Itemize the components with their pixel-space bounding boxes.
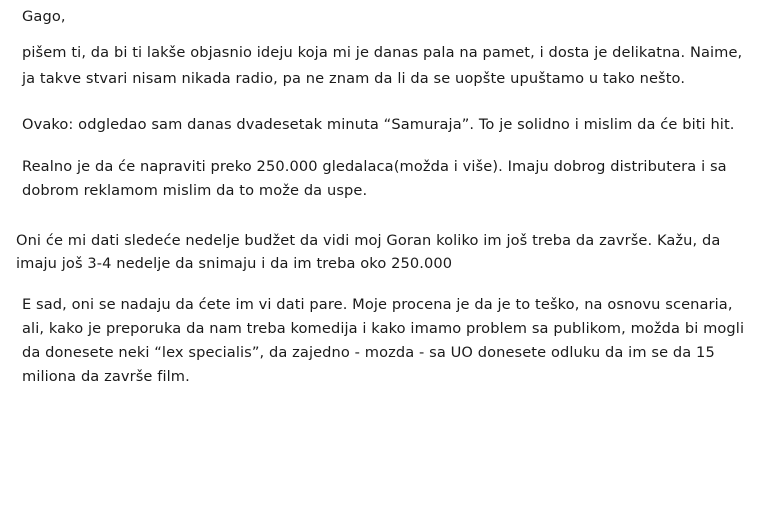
paragraph-3-line-1: Realno je da će napraviti preko 250.000 gledalaca(možda i više). Imaju dobrog distributera i sa	[22, 158, 727, 175]
paragraph-5-line-4: miliona da završe film.	[22, 368, 190, 385]
paragraph-5-line-2: ali, kako je preporuka da nam treba komedija i kako imamo problem sa publikom, možda bi mogli	[22, 320, 745, 337]
paragraph-4-line-2: imaju još 3-4 nedelje da snimaju i da im treba oko 250.000	[16, 255, 453, 272]
paragraph-4-line-1: Oni će mi dati sledeće nedelje budžet da vidi moj Goran koliko im još treba da završe. Kažu, da	[16, 232, 721, 249]
letter-greeting: Gago,	[22, 8, 66, 25]
paragraph-1-line-2: ja takve stvari nisam nikada radio, pa ne znam da li da se uopšte upuštamo u tako nešto.	[22, 70, 686, 87]
paragraph-1-line-1: pišem ti, da bi ti lakše objasnio ideju koja mi je danas pala na pamet, i dosta je delikatna. Naime,	[22, 44, 743, 61]
paragraph-3-line-2: dobrom reklamom mislim da to može da uspe.	[22, 182, 368, 199]
paragraph-5-line-3: da donesete neki “lex specialis”, da zajedno - mozda - sa UO donesete odluku da im se da 15	[22, 344, 715, 361]
paragraph-5-line-1: E sad, oni se nadaju da ćete im vi dati pare. Moje procena je da je to teško, na osnovu scenaria,	[22, 296, 733, 313]
paragraph-2-line-1: Ovako: odgledao sam danas dvadesetak minuta “Samuraja”. To je solidno i mislim da će biti hit.	[22, 116, 735, 133]
